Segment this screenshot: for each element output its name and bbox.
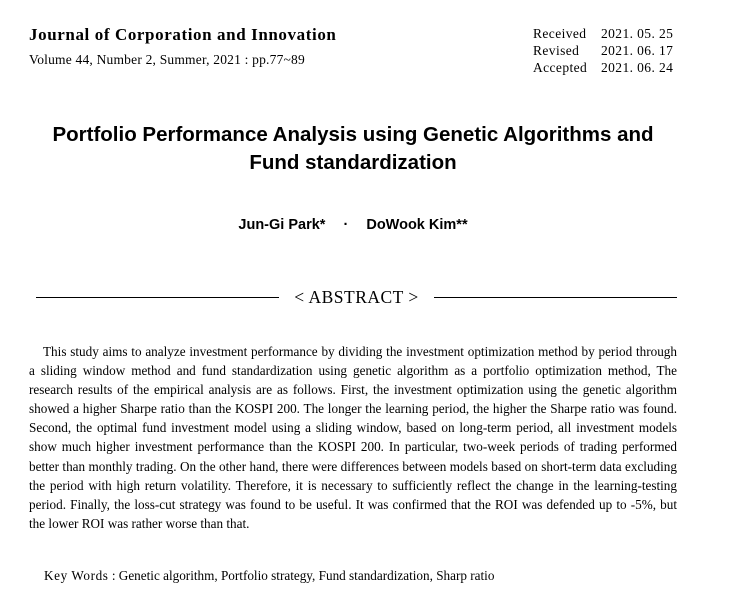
- author-separator: ·: [343, 217, 349, 233]
- paper-title-line-2: Fund standardization: [249, 151, 457, 174]
- keywords-label: Key Words: [44, 568, 109, 583]
- paper-title-line-1: Portfolio Performance Analysis using Genetic Algorithms and: [52, 123, 654, 146]
- date-value: 2021. 05. 25: [601, 26, 674, 41]
- journal-name: Journal of Corporation and Innovation: [29, 25, 337, 44]
- date-label: Received: [533, 26, 587, 41]
- keywords-value: Genetic algorithm, Portfolio strategy, Fund standardization, Sharp ratio: [118, 568, 495, 583]
- author-name: DoWook Kim**: [366, 217, 468, 233]
- journal-header: [29, 25, 336, 68]
- author-name: Jun-Gi Park*: [238, 217, 326, 233]
- keywords-line: [44, 568, 494, 584]
- date-row-accepted: [533, 59, 673, 76]
- date-value: 2021. 06. 17: [601, 43, 674, 58]
- abstract-heading-row: [36, 287, 677, 308]
- date-value: 2021. 06. 24: [601, 60, 674, 75]
- divider-left: [36, 297, 279, 298]
- abstract-text: This study aims to analyze investment performance by dividing the investment optimization method by period through a sliding window method and fund standardization using genetic algorithm as a portfolio optimization method, The research results of the empirical analysis are as follows. First, the investment optimization using the genetic algorithm showed a higher Sharpe ratio than the KOSPI 200. The longer the learning period, the higher the Sharpe ratio was found. Second, the optimal fund investment model using a sliding window, based on long-term period, all investment models show much higher investment performance than the KOSPI 200. In particular, two-week periods of trading performed better than monthly trading. On the other hand, there were differences between models based on short-term data excluding the period with high return volatility. Therefore, it is necessary to sufficiently reflect the change in the learning-testing period. Finally, the loss-cut strategy was found to be useful. It was confirmed that the ROI was defended up to -5%, but the lower ROI was rather worse than that.: [29, 344, 677, 531]
- abstract-heading: < ABSTRACT >: [294, 287, 419, 307]
- divider-right: [434, 297, 677, 298]
- date-row-received: [533, 25, 673, 42]
- date-label: Accepted: [533, 60, 588, 75]
- date-label: Revised: [533, 43, 580, 58]
- submission-dates: [533, 25, 673, 76]
- author-list: [0, 217, 706, 233]
- date-row-revised: [533, 42, 673, 59]
- journal-issue-info: Volume 44, Number 2, Summer, 2021 : pp.77~89: [29, 52, 305, 67]
- paper-title: [0, 121, 706, 177]
- keywords-separator: :: [108, 568, 119, 583]
